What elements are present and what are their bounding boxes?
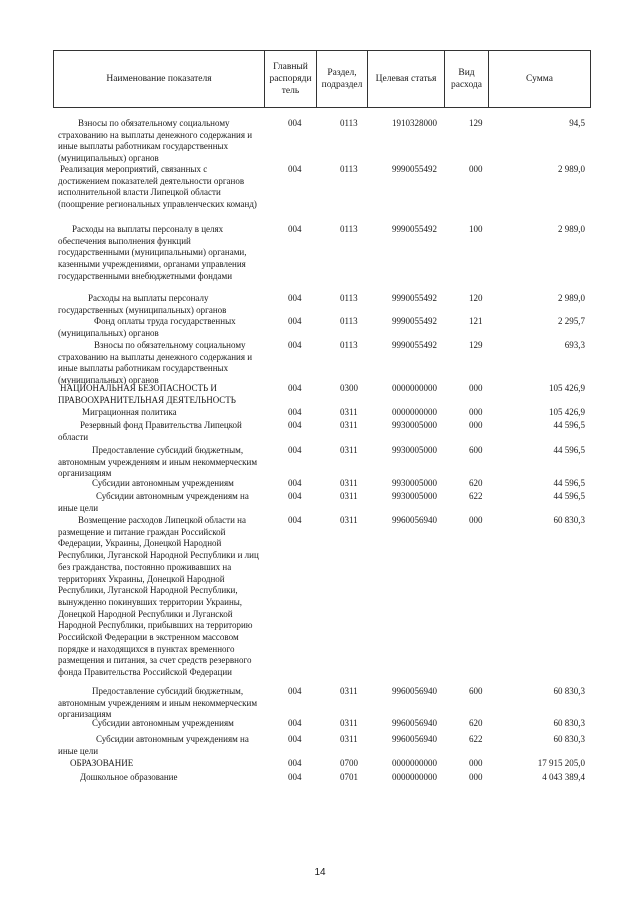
header-razd-line: подраздел [321, 80, 363, 90]
row-cel: 0000000000 [392, 407, 437, 417]
header-sum: Сумма [526, 74, 553, 84]
row-name-line: страхованию на выплаты денежного содержания и [58, 129, 253, 140]
row-name-line: области [58, 431, 89, 442]
row-name-line: Взносы по обязательному социальному [94, 340, 246, 350]
row-glav: 004 [288, 293, 302, 303]
row-vid: 622 [469, 491, 483, 501]
row-razd: 0113 [340, 164, 358, 174]
row-glav: 004 [288, 758, 302, 768]
row-razd: 0311 [340, 686, 358, 696]
row-name-line: иные цели [58, 745, 99, 756]
row-vid: 000 [469, 383, 483, 393]
row-razd: 0113 [340, 340, 358, 350]
row-name-line: (муниципальных) органов [58, 327, 159, 338]
row-vid: 620 [469, 718, 483, 728]
row-name-line: (поощрение региональных управленческих команд) [58, 199, 257, 210]
row-name [58, 758, 270, 770]
row-name-line: (муниципальных) органов [58, 153, 159, 164]
row-name-line: размещения и питания, за счет средств резервного [58, 655, 252, 666]
row-name [58, 515, 270, 679]
row-vid: 000 [469, 758, 483, 768]
header-vid-line: расхода [451, 80, 482, 90]
row-glav: 004 [288, 718, 302, 728]
row-cel: 0000000000 [392, 383, 437, 393]
header-razd-cell [317, 51, 368, 108]
row-razd: 0311 [340, 734, 358, 744]
header-glav-cell [265, 51, 317, 108]
row-name-line: ПРАВООХРАНИТЕЛЬНАЯ ДЕЯТЕЛЬНОСТЬ [58, 394, 236, 405]
row-glav: 004 [288, 734, 302, 744]
row-sum: 17 915 205,0 [537, 758, 585, 768]
row-vid: 121 [469, 316, 483, 326]
header-sum-cell [489, 51, 591, 108]
row-sum: 4 043 389,4 [542, 772, 585, 782]
row-razd: 0113 [340, 118, 358, 128]
row-name-line: государственными (муниципальными) органами, [58, 247, 247, 258]
row-name-line: Взносы по обязательному социальному [78, 118, 230, 128]
row-name-line: иные цели [58, 502, 99, 513]
row-vid: 000 [469, 420, 483, 430]
row-razd: 0700 [340, 758, 358, 768]
row-razd: 0113 [340, 224, 358, 234]
row-sum: 2 989,0 [558, 164, 585, 174]
row-sum: 105 426,9 [549, 407, 585, 417]
row-name-line: Дошкольное образование [80, 772, 178, 782]
row-vid: 600 [469, 445, 483, 455]
row-name [58, 718, 270, 730]
table-header [53, 50, 591, 108]
row-sum: 2 989,0 [558, 293, 585, 303]
row-name-line: страхованию на выплаты денежного содержания и [58, 351, 253, 362]
row-name-line: фонда Правительства Российской Федерации [58, 667, 232, 678]
row-sum: 44 596,5 [553, 420, 585, 430]
row-vid: 000 [469, 164, 483, 174]
row-glav: 004 [288, 316, 302, 326]
row-name [58, 164, 270, 211]
row-name-line: Субсидии автономным учреждениям на [96, 491, 249, 501]
header-glav-line: распоряди [269, 74, 312, 84]
row-name-line: организациям [58, 468, 112, 479]
row-vid: 120 [469, 293, 483, 303]
row-name-line: порядке и находящихся в пунктах временного [58, 643, 235, 654]
row-cel: 9990055492 [392, 316, 437, 326]
row-razd: 0311 [340, 515, 358, 525]
row-name [58, 340, 270, 387]
row-sum: 44 596,5 [553, 445, 585, 455]
row-razd: 0113 [340, 316, 358, 326]
row-razd: 0311 [340, 407, 358, 417]
row-cel: 9990055492 [392, 224, 437, 234]
row-name [58, 293, 270, 316]
row-name-line: исполнительной власти Липецкой области [58, 187, 221, 198]
row-razd: 0311 [340, 718, 358, 728]
row-sum: 60 830,3 [553, 734, 585, 744]
row-name-line: обеспечения выполнения функций [58, 235, 191, 246]
row-vid: 100 [469, 224, 483, 234]
row-name [58, 383, 270, 406]
row-vid: 622 [469, 734, 483, 744]
row-name [58, 316, 270, 339]
row-name-line: Предоставление субсидий бюджетным, [92, 445, 244, 455]
row-name-line: Федерации, Украины, Донецкой Народной [58, 538, 222, 549]
row-glav: 004 [288, 686, 302, 696]
header-cel: Целевая статья [375, 74, 437, 84]
row-vid: 129 [469, 340, 483, 350]
row-glav: 004 [288, 420, 302, 430]
row-razd: 0701 [340, 772, 358, 782]
row-name-line: Реализация мероприятий, связанных с [60, 164, 208, 174]
header-glav-line: Главный [273, 62, 308, 72]
row-sum: 2 989,0 [558, 224, 585, 234]
row-sum: 60 830,3 [553, 686, 585, 696]
row-cel: 0000000000 [392, 772, 437, 782]
row-name-line: Республики, Луганской Народной Республики и лиц [58, 550, 259, 561]
row-name-line: территориях Украины, Донецкой Народной [58, 573, 225, 584]
row-vid: 000 [469, 407, 483, 417]
row-name-line: Резервный фонд Правительства Липецкой [80, 420, 242, 430]
row-vid: 000 [469, 515, 483, 525]
row-name [58, 772, 270, 784]
row-name-line: вынужденно покинувших территории Украины, [58, 596, 243, 607]
row-sum: 44 596,5 [553, 491, 585, 501]
row-name-line: Субсидии автономным учреждениям [92, 478, 234, 488]
row-name-line: Расходы на выплаты персоналу в целях [72, 224, 224, 234]
row-cel: 9960056940 [392, 718, 437, 728]
row-cel: 9960056940 [392, 686, 437, 696]
row-name [58, 420, 270, 443]
row-sum: 60 830,3 [553, 718, 585, 728]
row-cel: 0000000000 [392, 758, 437, 768]
row-name-line: иные выплаты работникам государственных [58, 141, 229, 152]
row-name-line: автономным учреждениям и иным некоммерческим [58, 456, 258, 467]
row-glav: 004 [288, 224, 302, 234]
row-name-line: ОБРАЗОВАНИЕ [70, 758, 134, 768]
row-name [58, 445, 270, 480]
row-name-line: государственными внебюджетными фондами [58, 270, 233, 281]
row-name-line: достижением показателей деятельности органов [58, 175, 245, 186]
row-cel: 9990055492 [392, 164, 437, 174]
row-name [58, 686, 270, 721]
row-vid: 129 [469, 118, 483, 128]
row-name-line: без гражданства, постоянно проживавших на [58, 561, 232, 572]
row-glav: 004 [288, 772, 302, 782]
row-razd: 0300 [340, 383, 358, 393]
row-glav: 004 [288, 383, 302, 393]
row-name-line: Субсидии автономным учреждениям [92, 718, 234, 728]
row-cel: 9960056940 [392, 515, 437, 525]
row-name-line: Миграционная политика [82, 407, 177, 417]
row-name-line: НАЦИОНАЛЬНАЯ БЕЗОПАСНОСТЬ И [60, 383, 217, 393]
row-glav: 004 [288, 118, 302, 128]
row-name-line: Донецкой Народной Республики и Луганской [58, 608, 233, 619]
header-vid-cell [445, 51, 489, 108]
row-razd: 0311 [340, 420, 358, 430]
row-sum: 105 426,9 [549, 383, 585, 393]
row-name-line: Фонд оплаты труда государственных [94, 316, 236, 326]
row-name [58, 491, 270, 514]
header-cel-cell [368, 51, 445, 108]
row-razd: 0311 [340, 491, 358, 501]
row-glav: 004 [288, 407, 302, 417]
row-name-line: Возмещение расходов Липецкой области на [78, 515, 246, 525]
row-glav: 004 [288, 491, 302, 501]
row-cel: 9930005000 [392, 420, 437, 430]
row-sum: 94,5 [569, 118, 585, 128]
row-name [58, 734, 270, 757]
row-name-line: Народной Республики, прибывших на территорию [58, 620, 253, 631]
row-razd: 0311 [340, 445, 358, 455]
row-name-line: Предоставление субсидий бюджетным, [92, 686, 244, 696]
row-cel: 9960056940 [392, 734, 437, 744]
header-vid-line: Вид [458, 68, 475, 78]
row-name-line: размещение и питание граждан Российской [58, 526, 226, 537]
row-name [58, 407, 270, 419]
row-vid: 620 [469, 478, 483, 488]
row-cel: 9930005000 [392, 445, 437, 455]
row-name [58, 224, 270, 283]
row-name-line: Республики, Луганской Народной Республики, [58, 585, 238, 596]
row-name-line: Расходы на выплаты персоналу [88, 293, 209, 303]
row-razd: 0113 [340, 293, 358, 303]
header-glav-line: тель [281, 86, 300, 96]
row-sum: 60 830,3 [553, 515, 585, 525]
row-glav: 004 [288, 340, 302, 350]
row-vid: 000 [469, 772, 483, 782]
row-name-line: Субсидии автономным учреждениям на [96, 734, 249, 744]
row-name-line: государственных (муниципальных) органов [58, 304, 227, 315]
row-vid: 600 [469, 686, 483, 696]
page-number: 14 [314, 867, 326, 878]
row-cel: 9990055492 [392, 340, 437, 350]
row-glav: 004 [288, 445, 302, 455]
row-cel: 9930005000 [392, 478, 437, 488]
row-glav: 004 [288, 164, 302, 174]
row-cel: 1910328000 [392, 118, 437, 128]
row-name [58, 478, 270, 490]
header-name-cell [54, 51, 265, 108]
row-glav: 004 [288, 478, 302, 488]
row-name-line: (муниципальных) органов [58, 375, 159, 386]
header-razd-line: Раздел, [327, 68, 357, 78]
row-name-line: организациям [58, 709, 112, 720]
header-name: Наименование показателя [106, 74, 212, 84]
row-name-line: автономным учреждениям и иным некоммерческим [58, 697, 258, 708]
row-razd: 0311 [340, 478, 358, 488]
row-sum: 693,3 [564, 340, 585, 350]
row-name-line: казенными учреждениями, органами управления [58, 259, 246, 270]
row-glav: 004 [288, 515, 302, 525]
row-name [58, 118, 270, 165]
row-name-line: иные выплаты работникам государственных [58, 363, 229, 374]
row-sum: 2 295,7 [558, 316, 585, 326]
row-cel: 9930005000 [392, 491, 437, 501]
row-name-line: Российской Федерации в экстренном массовом [58, 632, 239, 643]
row-cel: 9990055492 [392, 293, 437, 303]
row-sum: 44 596,5 [553, 478, 585, 488]
